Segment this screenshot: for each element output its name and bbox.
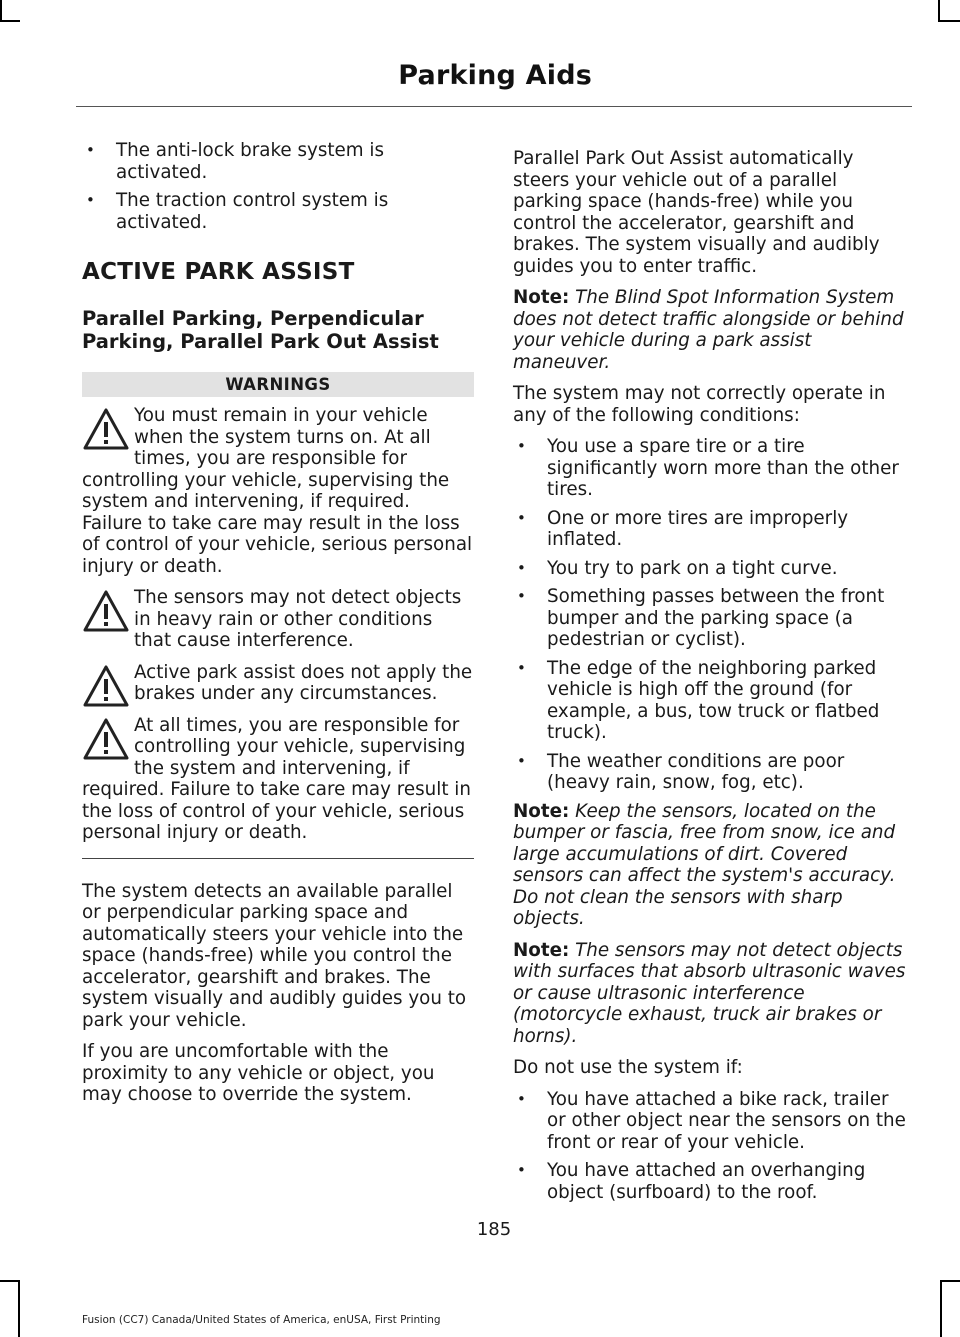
body-paragraph: Do not use the system if:: [513, 1057, 743, 1078]
note-paragraph: [513, 940, 908, 1048]
crop-mark: [0, 1280, 20, 1282]
crop-mark: [940, 1280, 942, 1337]
crop-mark: [940, 1280, 960, 1282]
note-text: The Blind Spot Information System does not detect traffic alongside or behind your vehicle during a park assist maneuver.: [513, 287, 904, 373]
body-paragraph: If you are uncomfortable with the proximity to any vehicle or object, you may choose to override the system.: [82, 1041, 435, 1105]
list-item: • The edge of the neighboring parked vehicle is high off the ground (for example, a bus, tow truck or flatbed truck).: [513, 658, 908, 744]
left-column: [82, 140, 474, 1106]
right-column: [513, 148, 908, 1210]
crop-mark: [0, 20, 20, 22]
note-label: Note:: [513, 939, 570, 961]
crop-mark: [18, 1280, 20, 1337]
list-item: • The anti-lock brake system is activated.: [82, 140, 474, 183]
warnings-label: WARNINGS: [82, 372, 474, 397]
list-item: • You use a spare tire or a tire significantly worn more than the other tires.: [513, 436, 908, 501]
warning-item: [82, 715, 474, 844]
warning-text: At all times, you are responsible for controlling your vehicle, supervising the system and intervening, if required. Failure to take care may result in the loss of control of your vehicle, serious personal injury or death.: [82, 714, 471, 843]
warning-text: You must remain in your vehicle when the system turns on. At all times, you are responsible for controlling your vehicle, supervising the system and intervening, if required. Failure to take care may result in the loss of control of your vehicle, serious personal injury or death.: [82, 405, 473, 577]
warning-text: Active park assist does not apply the brakes under any circumstances.: [134, 661, 473, 704]
list-item: • You have attached a bike rack, trailer or other object near the sensors on the front or rear of your vehicle.: [513, 1089, 908, 1154]
note-paragraph: [513, 287, 908, 373]
crop-mark: [938, 20, 960, 22]
page-header-title: Parking Aids: [398, 60, 592, 91]
warning-triangle-icon: [82, 717, 130, 761]
crop-mark: [0, 0, 2, 22]
warning-triangle-icon: [82, 407, 130, 451]
bullet-list-top: [82, 140, 474, 233]
conditions-list: [513, 436, 908, 794]
divider: [82, 858, 474, 859]
list-item: • The weather conditions are poor (heavy rain, snow, fog, etc).: [513, 751, 908, 794]
warning-triangle-icon: [82, 664, 130, 708]
warning-item: [82, 662, 474, 705]
note-label: Note:: [513, 800, 570, 822]
body-paragraph: The system detects an available parallel or perpendicular parking space and automatically steers your vehicle into the space (hands-free) while you control the accelerator, gearshift and brakes. The system visually and audibly guides you to park your vehicle.: [82, 880, 467, 1031]
do-not-use-list: [513, 1089, 908, 1204]
crop-mark: [938, 0, 940, 22]
subsection-title: Parallel Parking, Perpendicular Parking, Parallel Park Out Assist: [82, 307, 439, 353]
note-label: Note:: [513, 287, 570, 308]
warning-item: [82, 405, 474, 577]
note-text: Keep the sensors, located on the bumper or fascia, free from snow, ice and large accumulations of dirt. Covered sensors can affect the system's accuracy. Do not clean the sensors with sharp objects.: [513, 800, 896, 929]
note-text: The sensors may not detect objects with surfaces that absorb ultrasonic waves or cause ultrasonic interference (motorcycle exhaust, truck air brakes or horns).: [513, 939, 906, 1047]
list-item: • You try to park on a tight curve.: [513, 558, 908, 580]
header-rule: [76, 106, 912, 107]
warning-item: [82, 587, 474, 652]
note-paragraph: [513, 801, 908, 930]
body-paragraph: Parallel Park Out Assist automatically steers your vehicle out of a parallel parking space (hands-free) while you control the accelerator, gearshift and brakes. The system visually and audibly guides you to enter traffic.: [513, 148, 880, 277]
body-paragraph: The system may not correctly operate in any of the following conditions:: [513, 383, 886, 426]
warning-triangle-icon: [82, 589, 130, 633]
list-item: • The traction control system is activated.: [82, 190, 474, 233]
footer-text: Fusion (CC7) Canada/United States of America, enUSA, First Printing: [82, 1314, 441, 1326]
list-item: • One or more tires are improperly inflated.: [513, 508, 908, 551]
list-item: • Something passes between the front bumper and the parking space (a pedestrian or cyclist).: [513, 586, 908, 651]
section-title: ACTIVE PARK ASSIST: [82, 259, 355, 285]
page-number: 185: [476, 1219, 512, 1240]
list-item: • You have attached an overhanging object (surfboard) to the roof.: [513, 1160, 908, 1203]
warning-text: The sensors may not detect objects in heavy rain or other conditions that cause interference.: [134, 587, 462, 651]
